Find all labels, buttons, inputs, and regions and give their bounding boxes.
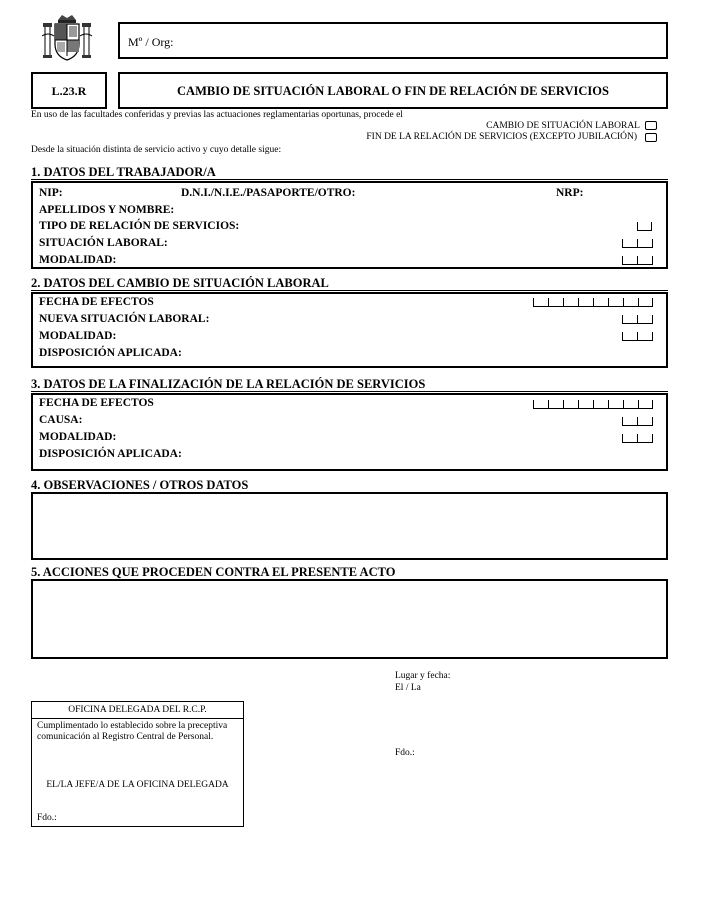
office-text: Cumplimentado lo establecido sobre la preceptiva comunicación al Registro Central de Personal. bbox=[37, 721, 228, 742]
observaciones-field[interactable] bbox=[31, 492, 668, 560]
intro-detail-text: Desde la situación distinta de servicio activo y cuyo detalle sigue: bbox=[31, 145, 282, 155]
section5-title: 5. ACCIONES QUE PROCEDEN CONTRA EL PRESENTE ACTO bbox=[31, 565, 396, 579]
office-chief: EL/LA JEFE/A DE LA OFICINA DELEGADA bbox=[46, 780, 229, 790]
el-la-label: El / La bbox=[395, 683, 421, 693]
form-title: CAMBIO DE SITUACIÓN LABORAL O FIN DE RELACIÓN DE SERVICIOS bbox=[177, 84, 609, 98]
situacion-laboral-comb[interactable] bbox=[622, 239, 653, 248]
causa-comb[interactable] bbox=[622, 417, 653, 426]
modalidad-label: MODALIDAD: bbox=[39, 431, 117, 443]
intro-text: En uso de las facultades conferidas y previas las actuaciones reglamentarias oportunas, procede el bbox=[31, 110, 403, 120]
form-code: L.23.R bbox=[51, 84, 87, 98]
option-cambio-label: CAMBIO DE SITUACIÓN LABORAL bbox=[486, 121, 640, 131]
section1-title: 1. DATOS DEL TRABAJADOR/A bbox=[31, 165, 216, 179]
modalidad-comb[interactable] bbox=[622, 332, 653, 341]
signature-label: Fdo.: bbox=[395, 748, 415, 758]
ministry-org-label: Mº / Org: bbox=[128, 35, 174, 49]
option-fin-checkbox[interactable] bbox=[645, 133, 657, 142]
acciones-field[interactable] bbox=[31, 579, 668, 659]
ministry-org-field[interactable] bbox=[118, 22, 668, 59]
option-cambio-checkbox[interactable] bbox=[645, 121, 657, 130]
tipo-relacion-comb[interactable] bbox=[637, 222, 652, 231]
causa-label: CAUSA: bbox=[39, 414, 83, 426]
section3-rule bbox=[31, 391, 668, 392]
section1-rule bbox=[31, 179, 668, 180]
fecha-efectos-comb[interactable] bbox=[533, 298, 653, 307]
dni-label: D.N.I./N.I.E./PASAPORTE/OTRO: bbox=[181, 187, 356, 199]
office-signature: Fdo.: bbox=[37, 813, 57, 823]
modalidad-comb[interactable] bbox=[622, 434, 653, 443]
modalidad-comb[interactable] bbox=[622, 256, 653, 265]
office-title: OFICINA DELEGADA DEL R.C.P. bbox=[68, 705, 207, 715]
office-box bbox=[31, 701, 244, 827]
form-title-box bbox=[118, 72, 668, 109]
nueva-situacion-label: NUEVA SITUACIÓN LABORAL: bbox=[39, 313, 210, 325]
office-title-rule bbox=[32, 718, 243, 719]
lugar-fecha-label: Lugar y fecha: bbox=[395, 671, 451, 681]
disposicion-label: DISPOSICIÓN APLICADA: bbox=[39, 448, 182, 460]
section4-title: 4. OBSERVACIONES / OTROS DATOS bbox=[31, 478, 249, 492]
section2-title: 2. DATOS DEL CAMBIO DE SITUACIÓN LABORAL bbox=[31, 276, 329, 290]
nueva-situacion-comb[interactable] bbox=[622, 315, 653, 324]
nip-label: NIP: bbox=[39, 187, 63, 199]
option-fin-label: FIN DE LA RELACIÓN DE SERVICIOS (EXCEPTO JUBILACIÓN) bbox=[366, 132, 637, 142]
coat-of-arms-emblem bbox=[40, 12, 94, 64]
apellidos-label: APELLIDOS Y NOMBRE: bbox=[39, 204, 175, 216]
tipo-relacion-label: TIPO DE RELACIÓN DE SERVICIOS: bbox=[39, 220, 240, 232]
modalidad-label: MODALIDAD: bbox=[39, 254, 117, 266]
fecha-efectos-label: FECHA DE EFECTOS bbox=[39, 296, 154, 308]
form-code-box bbox=[31, 72, 107, 109]
section2-rule bbox=[31, 290, 668, 291]
nrp-label: NRP: bbox=[556, 187, 584, 199]
disposicion-label: DISPOSICIÓN APLICADA: bbox=[39, 347, 182, 359]
fecha-efectos-comb[interactable] bbox=[533, 400, 653, 409]
fecha-efectos-label: FECHA DE EFECTOS bbox=[39, 397, 154, 409]
situacion-laboral-label: SITUACIÓN LABORAL: bbox=[39, 237, 168, 249]
modalidad-label: MODALIDAD: bbox=[39, 330, 117, 342]
section3-title: 3. DATOS DE LA FINALIZACIÓN DE LA RELACIÓN DE SERVICIOS bbox=[31, 377, 426, 391]
